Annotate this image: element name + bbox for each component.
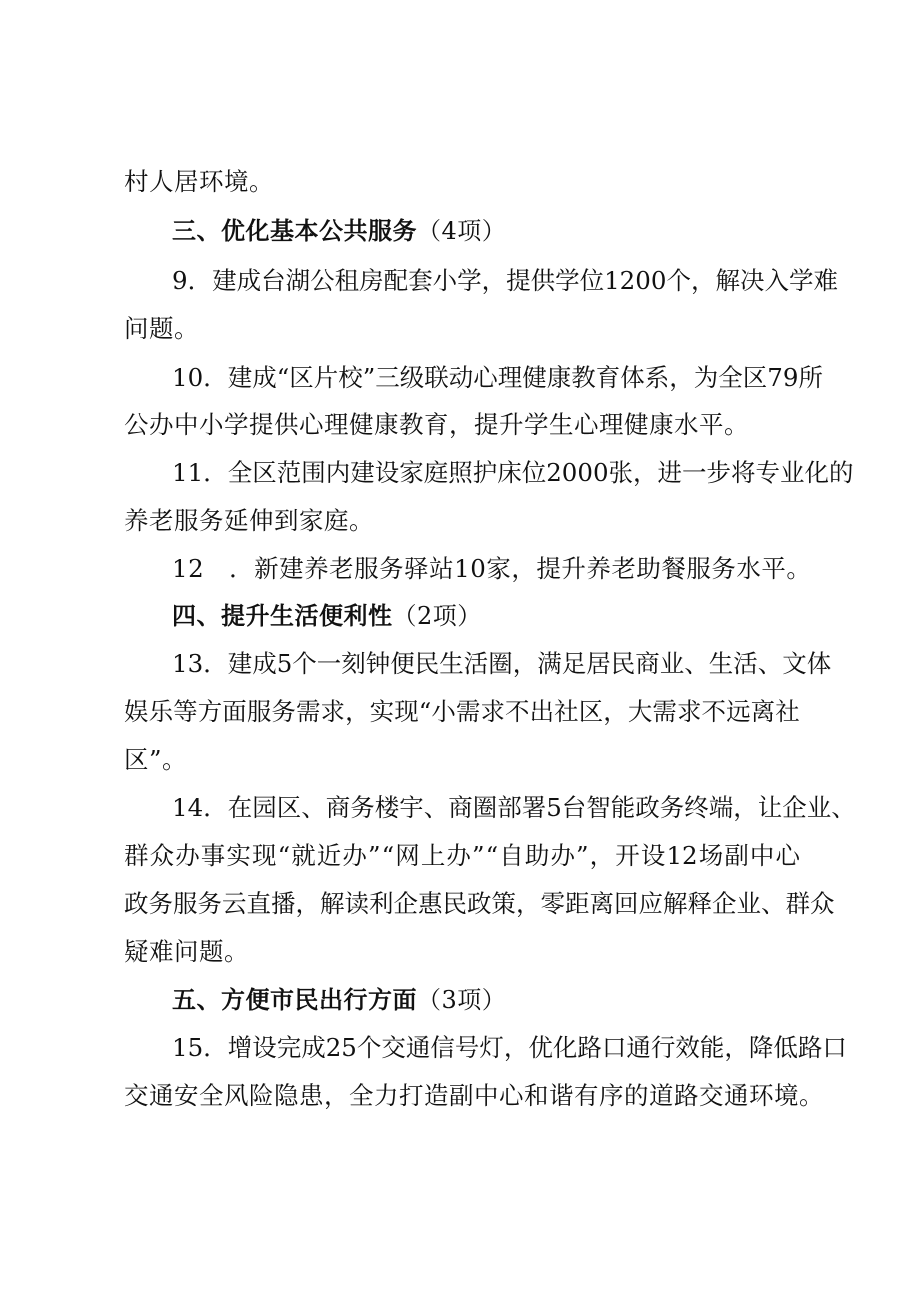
section-heading-count: （3项） xyxy=(417,986,507,1014)
section-heading-count: （4项） xyxy=(417,217,507,245)
item-10-line-2: 公办中小学提供心理健康教育，提升学生心理健康水平。 xyxy=(124,410,749,439)
section-heading-title: 三、优化基本公共服务 xyxy=(172,217,417,245)
section-heading-5 xyxy=(172,985,506,1015)
item-14-line-4: 疑难问题。 xyxy=(124,937,249,966)
item-14-line-2: 群 众 办 事 实 现 “ 就 近 办 ” “ 网 上 办 ” “ 自 助 办 ” ， 开 设 12 场 副 中 心 xyxy=(124,841,800,870)
section-heading-4 xyxy=(172,601,482,631)
section-heading-title: 四、提升生活便利性 xyxy=(172,602,393,630)
item-11-line-1: 11 ． 全 区 范 围 内 建 设 家 庭 照 护 床 位 2000 张 ， 进 一 步 将 专 业 化 的 xyxy=(172,458,854,487)
item-9-line-2: 问题。 xyxy=(124,314,199,343)
section-heading-count: （2项） xyxy=(392,602,482,630)
item-13-line-2: 娱 乐 等 方 面 服 务 需 求 ， 实 现 “ 小 需 求 不 出 社 区 ， 大 需 求 不 远 离 社 xyxy=(124,697,800,726)
item-15-line-2: 交通安全风险隐患，全力打造副中心和谐有序的道路交通环境。 xyxy=(124,1081,824,1110)
item-13-line-1: 13 ． 建 成 5 个 一 刻 钟 便 民 生 活 圈 ， 满 足 居 民 商 业 、 生 活 、 文 体 xyxy=(172,649,832,678)
section-heading-title: 五、方便市民出行方面 xyxy=(172,986,417,1014)
item-13-line-3: 区”。 xyxy=(124,745,188,774)
item-12-line-1: 12 ．新建养老服务驿站10家，提升养老助餐服务水平。 xyxy=(172,554,812,583)
item-9-line-1: 9 ． 建 成 台 湖 公 租 房 配 套 小 学 ， 提 供 学 位 1200 个 ， 解 决 入 学 难 xyxy=(172,266,838,295)
section-heading-3 xyxy=(172,216,506,246)
item-15-line-1: 15 ． 增 设 完 成 25 个 交 通 信 号 灯 ， 优 化 路 口 通 行 效 能 ， 降 低 路 口 xyxy=(172,1033,847,1062)
item-11-line-2: 养老服务延伸到家庭。 xyxy=(124,506,374,535)
item-14-line-3: 政 务 服 务 云 直 播 ， 解 读 利 企 惠 民 政 策 ， 零 距 离 回 应 解 释 企 业 、 群 众 xyxy=(124,889,835,918)
item-10-line-1: 10 ． 建 成 “ 区 片 校 ” 三 级 联 动 心 理 健 康 教 育 体 系 ， 为 全 区 79 所 xyxy=(172,363,823,392)
text-line: 村人居环境。 xyxy=(124,167,274,196)
item-14-line-1: 14 ． 在 园 区 、 商 务 楼 宇 、 商 圈 部 署 5 台 智 能 政 务 终 端 ， 让 企 业 、 xyxy=(172,793,856,822)
